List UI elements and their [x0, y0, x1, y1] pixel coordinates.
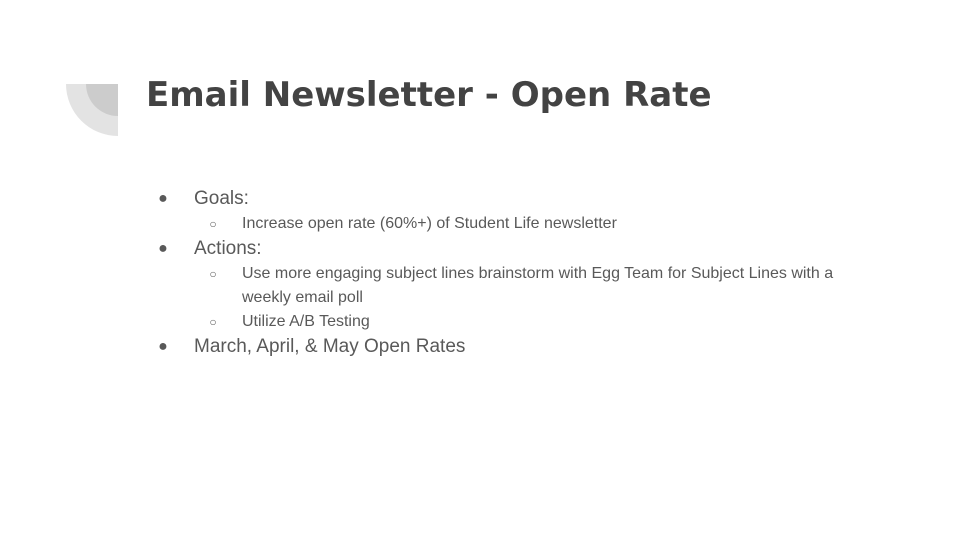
bullet-text: Actions: — [194, 238, 262, 259]
sub-bullet-item — [194, 310, 876, 334]
hollow-circle-icon: ○ — [209, 267, 217, 281]
hollow-circle-icon: ○ — [209, 217, 217, 231]
bullet-item-goals — [156, 186, 876, 236]
corner-decoration — [66, 84, 118, 136]
bullet-dot-icon: ● — [158, 240, 168, 257]
sub-bullet-list — [194, 212, 876, 236]
sub-bullet-item — [194, 212, 876, 236]
bullet-text: March, April, & May Open Rates — [194, 336, 466, 357]
sub-bullet-text: Utilize A/B Testing — [242, 313, 370, 330]
sub-bullet-text: Use more engaging subject lines brainstorm with Egg Team for Subject Lines with a weekly email poll — [242, 265, 834, 306]
hollow-circle-icon: ○ — [209, 315, 217, 329]
sub-bullet-item — [194, 262, 876, 310]
sub-bullet-text: Increase open rate (60%+) of Student Life newsletter — [242, 215, 617, 232]
bullet-item-open-rates — [156, 334, 876, 360]
slide-title: Email Newsletter - Open Rate — [146, 75, 712, 115]
bullet-dot-icon: ● — [158, 190, 168, 207]
bullet-text: Goals: — [194, 188, 249, 209]
bullet-list-container — [156, 186, 876, 360]
sub-bullet-list — [194, 262, 876, 334]
bullet-dot-icon: ● — [158, 338, 168, 355]
bullet-item-actions — [156, 236, 876, 334]
bullet-list — [156, 186, 876, 360]
